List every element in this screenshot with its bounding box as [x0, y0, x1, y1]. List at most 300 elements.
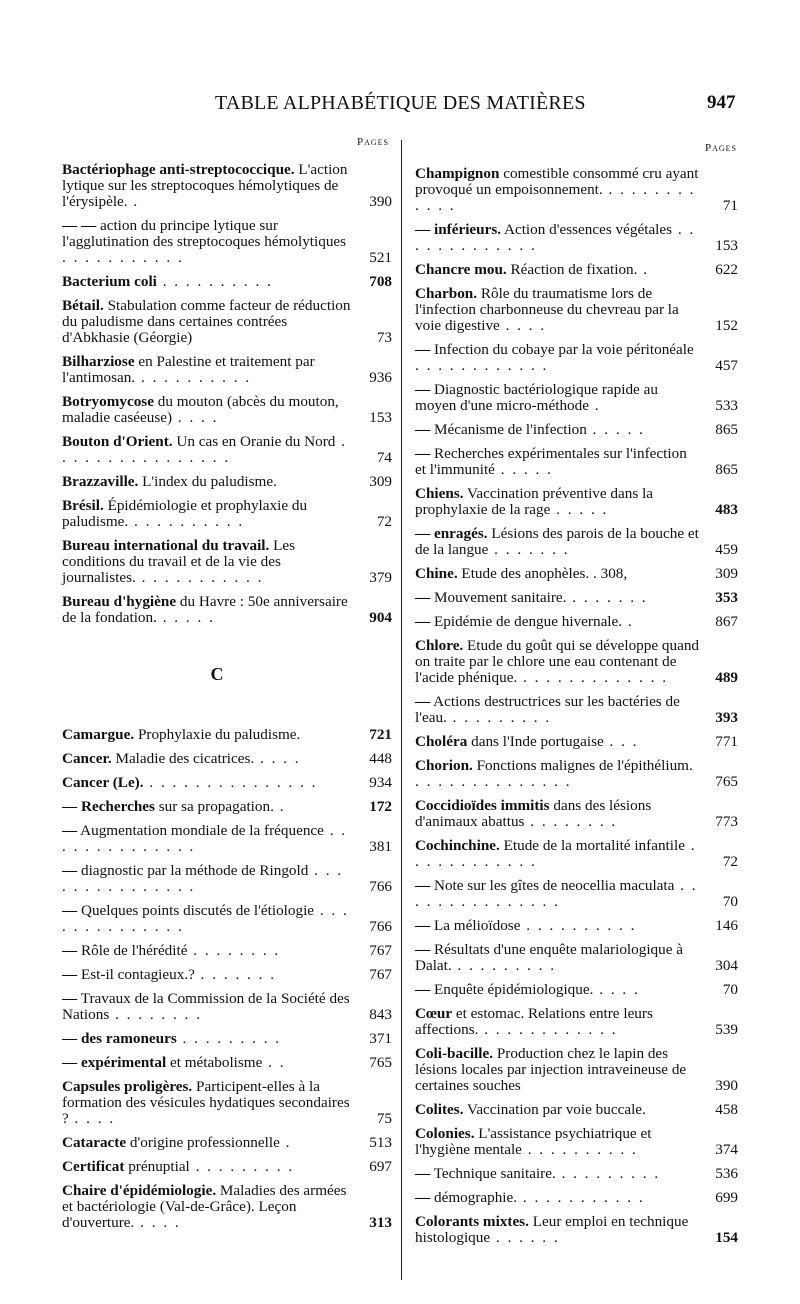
- entry-description: Recherches expérimentales sur l'infection et l'immunité: [415, 445, 687, 478]
- entry-page-number: 313: [369, 1214, 392, 1231]
- index-entry: [62, 298, 392, 346]
- entry-text: [415, 382, 738, 414]
- entry-page-number: 371: [369, 1030, 392, 1047]
- index-entry: [415, 878, 738, 910]
- leader-dots: . . . . . . . . .: [446, 709, 552, 726]
- entry-text: [62, 1135, 392, 1151]
- entry-page-number: 766: [369, 878, 392, 895]
- entry-heading: —: [415, 421, 431, 438]
- entry-page-number: 521: [369, 249, 392, 266]
- entry-heading: —: [415, 981, 431, 998]
- index-entry: [62, 775, 392, 791]
- entry-text: [415, 638, 738, 686]
- index-entry: [62, 594, 392, 626]
- index-entry: [415, 1126, 738, 1158]
- index-entry: [62, 863, 392, 895]
- entry-description: L'index du paludisme.: [138, 473, 277, 490]
- entry-heading: Chine.: [415, 565, 458, 582]
- entry-text: [415, 486, 738, 518]
- leader-dots: . . . . . . . . . . . . . .: [62, 822, 348, 855]
- entry-heading: —: [62, 862, 78, 879]
- entry-heading: —: [415, 1189, 431, 1206]
- entry-page-number: 843: [369, 1006, 392, 1023]
- entry-text: [62, 775, 392, 791]
- index-entry: [415, 166, 738, 214]
- page-number: 947: [707, 92, 736, 113]
- entry-heading: Cataracte: [62, 1134, 127, 1151]
- page-header: [0, 92, 800, 122]
- entry-page-number: 72: [722, 853, 738, 870]
- entry-page-number: 381: [369, 838, 392, 855]
- entry-page-number: 457: [715, 357, 738, 374]
- index-entry: [415, 1046, 738, 1094]
- index-entry: [415, 734, 738, 750]
- entry-page-number: 533: [715, 397, 738, 414]
- entry-description: prénuptial: [124, 1158, 190, 1175]
- entry-page-number: 536: [715, 1165, 738, 1182]
- entry-heading: Capsules proligères.: [62, 1078, 193, 1095]
- entry-description: Les conditions du travail et de la vie des journalistes.: [62, 537, 296, 586]
- entry-text: [415, 342, 738, 374]
- entry-text: [415, 526, 738, 558]
- entry-page-number: 353: [715, 589, 738, 606]
- entry-page-number: 513: [369, 1134, 392, 1151]
- entry-heading: Coli-bacille.: [415, 1045, 494, 1062]
- entry-heading: —: [415, 917, 431, 934]
- entry-page-number: 767: [369, 966, 392, 983]
- entry-heading: Cancer (Le).: [62, 774, 144, 791]
- entry-description: Fonctions malignes de l'épithélium.: [472, 757, 693, 774]
- entry-heading: Chiens.: [415, 485, 464, 502]
- entry-text: [62, 474, 392, 490]
- entry-heading: Champignon: [415, 165, 500, 182]
- entry-heading: — expérimental: [62, 1054, 167, 1071]
- leader-dots: . . . . . . . . . . .: [517, 1189, 645, 1206]
- entry-page-number: 865: [715, 461, 738, 478]
- entry-heading: Certificat: [62, 1158, 125, 1175]
- index-entry: [415, 982, 738, 998]
- leader-dots: . . . . . . . . . .: [156, 273, 273, 290]
- entry-description: dans l'Inde portugaise: [467, 733, 604, 750]
- index-entry: [62, 538, 392, 586]
- entry-description: L'action lytique sur les streptocoques hémolytiques de l'érysipèle.: [62, 161, 348, 210]
- entry-description: Technique sanitaire.: [430, 1165, 556, 1182]
- entry-heading: — —: [62, 217, 97, 234]
- leader-dots: . . . . . . . . . . . . .: [415, 221, 696, 254]
- index-entry: [415, 694, 738, 726]
- entry-heading: Bureau international du travail.: [62, 537, 270, 554]
- leader-dots: . . . . .: [156, 609, 215, 626]
- entry-page-number: 304: [715, 957, 738, 974]
- index-entry: [62, 823, 392, 855]
- index-entry: [62, 943, 392, 959]
- entry-description: dans des lésions d'animaux abattus: [415, 797, 652, 830]
- index-entry: [62, 1031, 392, 1047]
- entry-heading: Bacterium coli: [62, 273, 157, 290]
- entry-page-number: 766: [369, 918, 392, 935]
- entry-description: Vaccination préventive dans la prophylaxie de la rage: [415, 485, 654, 518]
- entry-description: L'assistance psychiatrique et l'hygiène mentale: [415, 1125, 652, 1158]
- entry-text: [62, 1055, 392, 1071]
- entry-description: Leur emploi en technique histologique: [415, 1213, 689, 1246]
- index-entry: [415, 382, 738, 414]
- entry-heading: Bouton d'Orient.: [62, 433, 173, 450]
- index-group-c-continued: [415, 166, 738, 1246]
- entry-text: [62, 903, 392, 935]
- index-entry: [62, 1159, 392, 1175]
- entry-text: [415, 262, 738, 278]
- entry-text: [415, 942, 738, 974]
- entry-heading: Chlore.: [415, 637, 464, 654]
- entry-description: Quelques points discutés de l'étiologie: [77, 902, 315, 919]
- entry-text: [415, 918, 738, 934]
- index-entry: [62, 1135, 392, 1151]
- entry-heading: —: [415, 693, 431, 710]
- entry-description: Participent-elles à la formation des vésicules hydatiques secondaires ?: [62, 1078, 350, 1127]
- leader-dots: . . . . . . . . .: [189, 1158, 295, 1175]
- entry-description: Etude de la mortalité infantile: [499, 837, 685, 854]
- entry-description: Action d'essences végétales: [501, 221, 673, 238]
- left-column: [62, 136, 392, 1239]
- entry-description: Rôle de l'hérédité: [77, 942, 188, 959]
- entry-page-number: 721: [369, 726, 392, 743]
- entry-description: sur sa propagation.: [154, 798, 274, 815]
- entry-description: Stabulation comme facteur de réduction du paludisme dans certaines contrées d'Abkhasie (Géorgie): [62, 297, 351, 346]
- entry-description: du mouton (abcès du mouton, maladie caséeuse): [62, 393, 339, 426]
- leader-dots: .: [588, 397, 601, 414]
- entry-text: [415, 590, 738, 606]
- index-entry: [415, 1214, 738, 1246]
- leader-dots: . . . .: [68, 1110, 116, 1127]
- entry-heading: Coccidioïdes immitis: [415, 797, 550, 814]
- index-entry: [415, 758, 738, 790]
- entry-heading: — des ramoneurs: [62, 1030, 177, 1047]
- entry-page-number: 936: [369, 369, 392, 386]
- entry-page-number: 71: [722, 197, 738, 214]
- leader-dots: . . . . . . . . . . . . . . . .: [62, 433, 347, 466]
- entry-description: Augmentation mondiale de la fréquence: [77, 822, 324, 839]
- index-entry: [62, 434, 392, 466]
- index-entry: [415, 566, 738, 582]
- leader-dots: . . . . . . . . . . . .: [415, 357, 549, 374]
- entry-text: [62, 727, 392, 743]
- leader-dots: . . . . . .: [490, 1229, 560, 1246]
- entry-description: d'origine professionnelle: [126, 1134, 280, 1151]
- index-entry: [62, 498, 392, 530]
- entry-text: [415, 614, 738, 630]
- entry-text: [415, 1006, 738, 1038]
- entry-text: [62, 1079, 392, 1127]
- leader-dots: . . . . . . . . . . .: [135, 569, 264, 586]
- leader-dots: . . . . . . . . . . . .: [478, 1021, 618, 1038]
- leader-dots: . . . . . . . . . . . . . . .: [415, 877, 698, 910]
- section-letter: C: [210, 664, 224, 684]
- entry-page-number: 771: [715, 733, 738, 750]
- pages-label: Pages: [704, 142, 737, 154]
- entry-page-number: 74: [376, 449, 392, 466]
- entry-heading: Cochinchine.: [415, 837, 500, 854]
- index-entry: [62, 274, 392, 290]
- entry-description: du Havre : 50e anniversaire de la fondation.: [62, 593, 348, 626]
- entry-heading: Bilharziose: [62, 353, 135, 370]
- entry-page-number: 867: [715, 613, 738, 630]
- entry-text: [415, 1214, 738, 1246]
- entry-heading: —: [415, 381, 431, 398]
- index-entry: [62, 218, 392, 266]
- entry-page-number: 459: [715, 541, 738, 558]
- leader-dots: . . . . . . . .: [187, 942, 281, 959]
- entry-page-number: 390: [715, 1077, 738, 1094]
- entry-text: [62, 823, 392, 855]
- entry-heading: Bétail.: [62, 297, 104, 314]
- entry-description: Actions destructrices sur les bactéries de l'eau.: [415, 693, 680, 726]
- entry-page-number: 393: [715, 709, 738, 726]
- entry-text: [415, 734, 738, 750]
- index-entry: [415, 1006, 738, 1038]
- leader-dots: . . . . . . . . .: [555, 1165, 661, 1182]
- entry-text: [415, 422, 738, 438]
- entry-text: [62, 991, 392, 1023]
- index-entry: [415, 286, 738, 334]
- leader-dots: . . . .: [499, 317, 547, 334]
- leader-dots: . .: [262, 1054, 286, 1071]
- entry-heading: Brazzaville.: [62, 473, 139, 490]
- entry-text: [62, 967, 392, 983]
- entry-text: [415, 694, 738, 726]
- entry-text: [62, 594, 392, 626]
- entry-description: Réaction de fixation.: [506, 261, 638, 278]
- entry-heading: Brésil.: [62, 497, 104, 514]
- index-entry: [415, 422, 738, 438]
- entry-description: action du principe lytique sur l'agglutination des streptocoques hémolytiques: [62, 217, 347, 250]
- entry-heading: Colites.: [415, 1101, 464, 1118]
- entry-text: [62, 863, 392, 895]
- entry-page-number: 483: [715, 501, 738, 518]
- entry-page-number: 699: [715, 1189, 738, 1206]
- entry-description: diagnostic par la méthode de Ringold: [77, 862, 309, 879]
- index-entry: [415, 1190, 738, 1206]
- leader-dots: . . . . .: [494, 461, 553, 478]
- entry-page-number: 146: [715, 917, 738, 934]
- index-entry: [415, 638, 738, 686]
- entry-description: Résultats d'une enquête malariologique à Dalat.: [415, 941, 684, 974]
- entry-page-number: 765: [715, 773, 738, 790]
- entry-heading: —: [415, 877, 431, 894]
- entry-page-number: 154: [715, 1229, 738, 1246]
- leader-dots: . . . . . . . .: [109, 1006, 202, 1023]
- leader-dots: . . . . . . . . . . . .: [415, 181, 696, 214]
- entry-heading: Chorion.: [415, 757, 473, 774]
- entry-description: Épidémiologie et prophylaxie du paludisme.: [62, 497, 308, 530]
- entry-page-number: 458: [715, 1101, 738, 1118]
- entry-description: Enquête épidémiologique.: [430, 981, 594, 998]
- leader-dots: . . . . . . .: [566, 589, 648, 606]
- entry-text: [62, 354, 392, 386]
- entry-page-number: 489: [715, 669, 738, 686]
- leader-dots: . . . . . . . . .: [176, 1030, 282, 1047]
- entry-heading: Choléra: [415, 733, 468, 750]
- entry-page-number: 765: [369, 1054, 392, 1071]
- entry-description: Est-il contagieux.?: [77, 966, 195, 983]
- index-entry: [62, 354, 392, 386]
- index-entry: [415, 590, 738, 606]
- pages-label: Pages: [356, 136, 389, 148]
- entry-text: [62, 1183, 392, 1231]
- entry-text: [62, 394, 392, 426]
- entry-page-number: 390: [369, 193, 392, 210]
- entry-heading: —: [62, 990, 78, 1007]
- leader-dots: . . . . . . .: [194, 966, 277, 983]
- entry-text: [62, 434, 392, 466]
- entry-text: [62, 943, 392, 959]
- entry-description: Note sur les gîtes de neocellia maculata: [430, 877, 675, 894]
- leader-dots: . . . .: [593, 981, 640, 998]
- column-divider: [401, 140, 402, 1280]
- entry-page-number: 934: [369, 774, 392, 791]
- index-entry: [62, 799, 392, 815]
- entry-page-number: 309: [369, 473, 392, 490]
- leader-dots: . . . . . . .: [488, 541, 570, 558]
- entry-page-number: 865: [715, 421, 738, 438]
- index-entry: [415, 486, 738, 518]
- index-entry: [415, 942, 738, 974]
- entry-text: [415, 222, 738, 254]
- entry-heading: —: [62, 966, 78, 983]
- entry-description: Epidémie de dengue hivernale.: [430, 613, 623, 630]
- index-entry: [62, 903, 392, 935]
- leader-dots: . . . . . . . . . . . . .: [517, 669, 668, 686]
- entry-page-number: 73: [376, 329, 392, 346]
- entry-heading: Charbon.: [415, 285, 478, 302]
- entry-page-number: 172: [369, 798, 392, 815]
- entry-heading: — enragés.: [415, 525, 488, 542]
- index-entry: [62, 1183, 392, 1231]
- index-entry: [415, 614, 738, 630]
- index-entry: [415, 1166, 738, 1182]
- leader-dots: . . . . . . . . . .: [520, 917, 637, 934]
- entry-page-number: 904: [369, 609, 392, 626]
- entry-text: [415, 982, 738, 998]
- entry-page-number: 379: [369, 569, 392, 586]
- entry-description: Prophylaxie du paludisme.: [134, 726, 301, 743]
- index-entry: [415, 918, 738, 934]
- entry-page-number: 374: [715, 1141, 738, 1158]
- entry-heading: Cœur: [415, 1005, 453, 1022]
- leader-dots: . . . . .: [550, 501, 609, 518]
- entry-heading: —: [415, 445, 431, 462]
- entry-description: La mélioïdose: [430, 917, 521, 934]
- leader-dots: . . . . . . . . . .: [135, 369, 252, 386]
- entry-page-number: 767: [369, 942, 392, 959]
- entry-description: Maladies des armées et bactériologie (Val-de-Grâce). Leçon d'ouverture.: [62, 1182, 347, 1231]
- leader-dots: .: [273, 798, 286, 815]
- entry-page-number: 70: [722, 981, 738, 998]
- leader-dots: . . . . . . . . . . . .: [415, 837, 697, 870]
- entry-heading: Chaire d'épidémiologie.: [62, 1182, 217, 1199]
- entry-heading: —: [62, 902, 78, 919]
- entry-text: [415, 166, 738, 214]
- index-entry: [62, 991, 392, 1023]
- entry-heading: Colorants mixtes.: [415, 1213, 529, 1230]
- page-title: TABLE ALPHABÉTIQUE DES MATIÈRES: [215, 92, 586, 114]
- entry-description: Diagnostic bactériologique rapide au moyen d'une micro-méthode: [415, 381, 658, 414]
- entry-description: en Palestine et traitement par l'antimosan.: [62, 353, 315, 386]
- entry-heading: —: [62, 942, 78, 959]
- entry-page-number: 708: [369, 273, 392, 290]
- entry-page-number: 448: [369, 750, 392, 767]
- entry-text: [415, 1166, 738, 1182]
- entry-text: [415, 446, 738, 478]
- entry-heading: —: [415, 941, 431, 958]
- entry-heading: —: [415, 613, 431, 630]
- entry-description: Maladie des cicatrices.: [111, 750, 255, 767]
- entry-description: Mécanisme de l'infection: [430, 421, 587, 438]
- entry-heading: — Recherches: [62, 798, 155, 815]
- index-group-c: [62, 727, 392, 1231]
- entry-page-number: 72: [376, 513, 392, 530]
- leader-dots: . . . . . . . . . . . . . . .: [143, 774, 318, 791]
- index-entry: [415, 222, 738, 254]
- entry-text: [62, 799, 392, 815]
- entry-text: [62, 751, 392, 767]
- index-entry: [62, 474, 392, 490]
- entry-heading: Cancer.: [62, 750, 112, 767]
- index-entry: [415, 446, 738, 478]
- entry-heading: — inférieurs.: [415, 221, 502, 238]
- index-group-b: [62, 162, 392, 626]
- entry-page-number: 773: [715, 813, 738, 830]
- entry-description: Rôle du traumatisme lors de l'infection charbonneuse du chevreau par la voie digestive: [415, 285, 679, 334]
- leader-dots: . . . . . . . . . . .: [62, 249, 184, 266]
- entry-heading: Botryomycose: [62, 393, 154, 410]
- leader-dots: . . . .: [254, 750, 301, 767]
- entry-text: [62, 298, 392, 346]
- entry-text: [62, 1159, 392, 1175]
- entry-text: [415, 1126, 738, 1158]
- entry-heading: Camargue.: [62, 726, 135, 743]
- leader-dots: . . . . . . . . . . . . . .: [415, 773, 572, 790]
- index-entry: [62, 727, 392, 743]
- entry-description: comestible consommé cru ayant provoqué un empoisonnement.: [415, 165, 699, 198]
- leader-dots: . . . . . . . . . .: [521, 1141, 638, 1158]
- entry-text: [415, 758, 738, 790]
- entry-text: [62, 274, 392, 290]
- index-entry: [415, 838, 738, 870]
- entry-text: [415, 286, 738, 334]
- leader-dots: . . . . . . . . .: [451, 957, 557, 974]
- leader-dots: . . . .: [172, 409, 219, 426]
- leader-dots: . . . . . . . . . . . . . .: [62, 902, 349, 935]
- index-entry: [62, 1055, 392, 1071]
- leader-dots: . . . . . . . .: [524, 813, 618, 830]
- index-entry: [415, 526, 738, 558]
- entry-text: [62, 218, 392, 266]
- index-entry: [62, 162, 392, 210]
- entry-text: [415, 566, 738, 582]
- entry-page-number: 153: [715, 237, 738, 254]
- entry-text: [62, 498, 392, 530]
- entry-page-number: 75: [376, 1110, 392, 1127]
- entry-text: [62, 162, 392, 210]
- index-entry: [415, 1102, 738, 1118]
- index-entry: [415, 262, 738, 278]
- entry-description: Infection du cobaye par la voie péritonéale: [430, 341, 694, 358]
- entry-heading: Colonies.: [415, 1125, 475, 1142]
- entry-text: [62, 1031, 392, 1047]
- index-entry: [415, 798, 738, 830]
- entry-heading: —: [415, 341, 431, 358]
- entry-description: Mouvement sanitaire.: [430, 589, 567, 606]
